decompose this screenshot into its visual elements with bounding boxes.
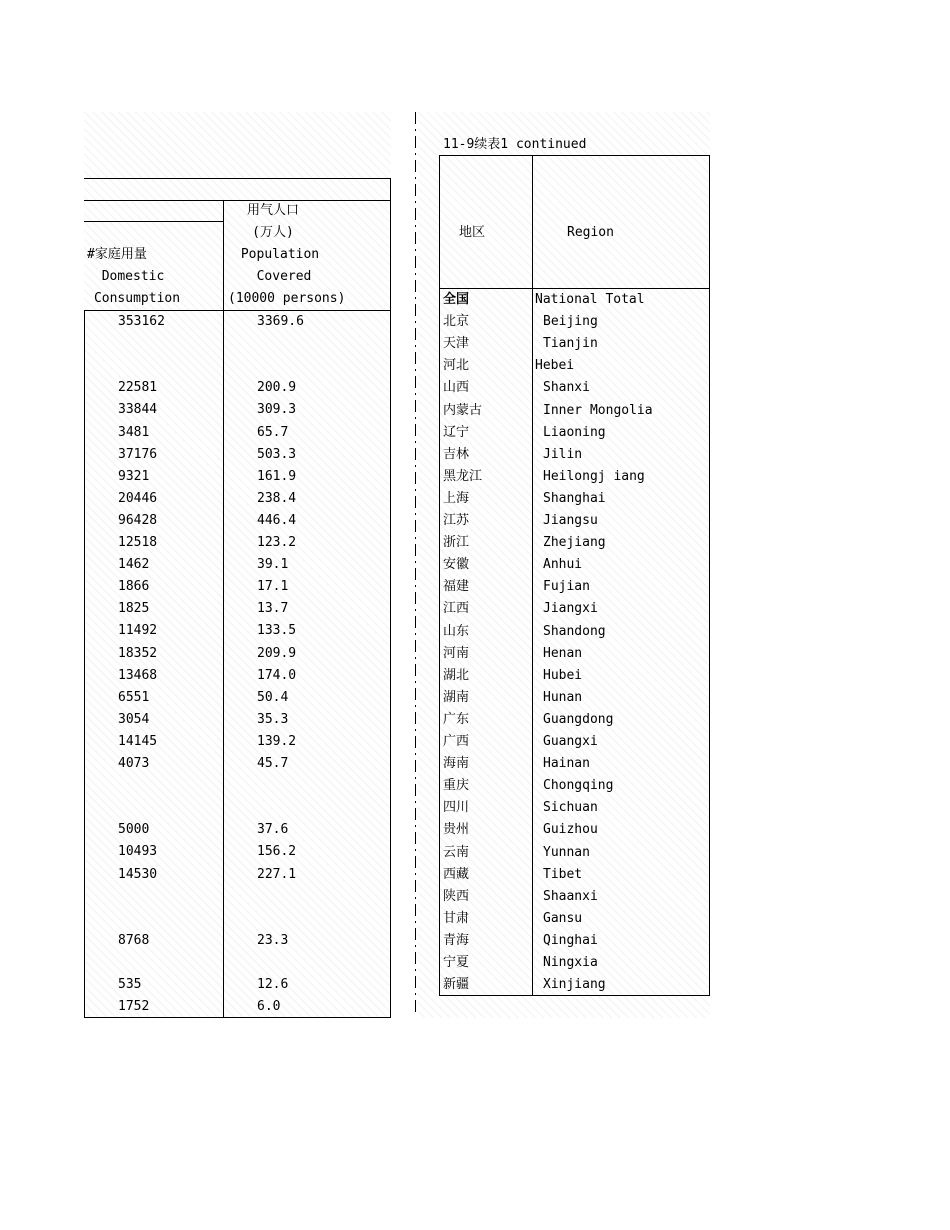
region-name-cn: 海南 (443, 756, 470, 772)
region-name-cn: 四川 (443, 800, 470, 816)
population-header-en1: Population (240, 247, 320, 262)
domestic-value: 1825 (118, 601, 150, 617)
population-value: 139.2 (257, 733, 297, 749)
region-name-en: Guangxi (543, 734, 598, 749)
population-value: 123.2 (257, 535, 297, 550)
domestic-value: 22581 (118, 380, 158, 396)
domestic-value: 33844 (118, 402, 158, 418)
region-name-cn: 广东 (443, 711, 470, 727)
region-name-cn: 福建 (443, 579, 470, 595)
population-value: 503.3 (257, 446, 297, 462)
region-name-cn: 江西 (443, 601, 470, 617)
population-value: 37.6 (257, 822, 289, 838)
region-name-en: Shanxi (543, 380, 590, 396)
domestic-value: 11492 (118, 623, 158, 639)
region-header-en: Region (567, 225, 614, 240)
region-name-en: Beijing (543, 314, 598, 330)
population-value: 209.9 (257, 645, 297, 661)
region-name-en: Hainan (543, 756, 590, 772)
domestic-value: 13468 (118, 667, 158, 683)
region-name-en: Jilin (543, 446, 583, 462)
population-value: 35.3 (257, 711, 289, 727)
population-value: 65.7 (257, 424, 289, 440)
population-value: 309.3 (257, 402, 297, 418)
region-name-cn: 云南 (443, 844, 470, 860)
population-value: 227.1 (257, 866, 297, 882)
domestic-header-en2: Consumption (93, 291, 181, 306)
region-name-en: Guizhou (543, 822, 598, 838)
region-name-cn: 江苏 (443, 513, 470, 528)
population-value: 45.7 (257, 756, 289, 771)
region-name-cn: 辽宁 (443, 424, 470, 440)
population-value: 12.6 (257, 977, 289, 992)
population-value: 156.2 (257, 844, 297, 860)
domestic-value: 10493 (118, 844, 158, 860)
population-header-unit: (万人) (252, 225, 294, 240)
domestic-value: 3481 (118, 424, 150, 440)
region-name-cn: 甘肃 (443, 910, 470, 926)
region-name-cn: 河南 (443, 645, 470, 661)
region-name-cn: 湖南 (443, 689, 470, 705)
region-name-cn: 全国 (443, 292, 470, 307)
region-name-en: Qinghai (543, 932, 598, 948)
domestic-value: 1752 (118, 999, 150, 1015)
domestic-value: 5000 (118, 822, 150, 838)
region-name-en: Yunnan (543, 844, 590, 860)
region-name-en: Henan (543, 645, 583, 661)
domestic-value: 3054 (118, 711, 150, 727)
region-name-en: Tianjin (543, 336, 598, 352)
population-value: 3369.6 (257, 314, 304, 329)
region-name-cn: 湖北 (443, 667, 470, 683)
region-name-en: Inner Mongolia (543, 402, 653, 418)
region-name-en: National Total (535, 292, 645, 307)
population-value: 23.3 (257, 932, 289, 948)
region-name-en: Gansu (543, 910, 583, 926)
domestic-value: 4073 (118, 756, 150, 771)
region-name-cn: 贵州 (443, 822, 470, 838)
region-name-en: Xinjiang (543, 977, 606, 993)
region-name-en: Ningxia (543, 955, 598, 970)
table-caption: 11-9续表1 continued (443, 137, 587, 152)
region-name-en: Tibet (543, 866, 583, 882)
domestic-value: 18352 (118, 645, 158, 661)
region-name-cn: 浙江 (443, 535, 470, 551)
domestic-value: 8768 (118, 932, 150, 948)
region-name-en: Chongqing (543, 778, 614, 794)
population-value: 161.9 (257, 468, 297, 484)
population-value: 17.1 (257, 579, 289, 595)
population-value: 446.4 (257, 512, 297, 528)
domestic-value: 20446 (118, 490, 158, 506)
domestic-value: 37176 (118, 446, 158, 462)
region-name-cn: 内蒙古 (443, 402, 483, 418)
region-name-en: Shandong (543, 623, 606, 639)
population-value: 200.9 (257, 380, 297, 396)
region-name-cn: 广西 (443, 734, 470, 749)
population-value: 50.4 (257, 689, 289, 705)
region-name-cn: 河北 (443, 358, 470, 374)
region-name-cn: 北京 (443, 314, 470, 330)
domestic-value: 1462 (118, 557, 150, 573)
region-name-cn: 山东 (443, 623, 470, 639)
domestic-value: 9321 (118, 468, 150, 484)
region-name-cn: 西藏 (443, 866, 470, 882)
domestic-header-en1: Domestic (101, 269, 165, 284)
domestic-value: 535 (118, 977, 142, 992)
region-name-en: Shaanxi (543, 888, 598, 904)
region-header-cn: 地区 (459, 225, 486, 240)
population-value: 6.0 (257, 999, 281, 1015)
region-name-en: Anhui (543, 557, 583, 573)
population-value: 13.7 (257, 601, 289, 617)
domestic-value: 12518 (118, 535, 158, 550)
region-name-en: Fujian (543, 579, 590, 595)
region-name-en: Hunan (543, 689, 583, 705)
region-name-cn: 山西 (443, 380, 470, 396)
region-name-cn: 天津 (443, 336, 470, 352)
region-name-en: Liaoning (543, 424, 606, 440)
region-name-en: Guangdong (543, 711, 614, 727)
region-name-en: Hebei (535, 358, 575, 374)
region-name-en: Heilongj iang (543, 468, 645, 484)
domestic-value: 14145 (118, 733, 158, 749)
region-name-en: Jiangsu (543, 513, 598, 528)
region-name-cn: 安徽 (443, 557, 470, 573)
domestic-value: 6551 (118, 689, 150, 705)
population-value: 174.0 (257, 667, 297, 683)
region-name-cn: 陕西 (443, 888, 470, 904)
domestic-header-cn: #家庭用量 (87, 247, 147, 262)
domestic-value: 353162 (118, 314, 165, 329)
domestic-value: 1866 (118, 579, 150, 595)
region-name-cn: 重庆 (443, 778, 470, 794)
region-name-en: Jiangxi (543, 601, 598, 617)
region-name-cn: 新疆 (443, 977, 470, 993)
region-name-cn: 吉林 (443, 446, 470, 462)
region-name-cn: 上海 (443, 490, 470, 506)
region-name-cn: 黑龙江 (443, 468, 483, 484)
population-value: 39.1 (257, 557, 289, 573)
region-name-cn: 宁夏 (443, 955, 470, 970)
region-name-en: Hubei (543, 667, 583, 683)
population-header-en3: (10000 persons) (228, 291, 346, 306)
region-name-en: Shanghai (543, 490, 606, 506)
population-header-en2: Covered (256, 269, 312, 284)
population-header-cn: 用气人口 (246, 203, 299, 218)
population-value: 238.4 (257, 490, 297, 506)
domestic-value: 14530 (118, 866, 158, 882)
region-name-en: Zhejiang (543, 535, 606, 551)
domestic-value: 96428 (118, 512, 158, 528)
region-name-en: Sichuan (543, 800, 598, 816)
region-name-cn: 青海 (443, 932, 470, 948)
page-fold-divider (415, 112, 416, 1014)
population-value: 133.5 (257, 623, 297, 639)
